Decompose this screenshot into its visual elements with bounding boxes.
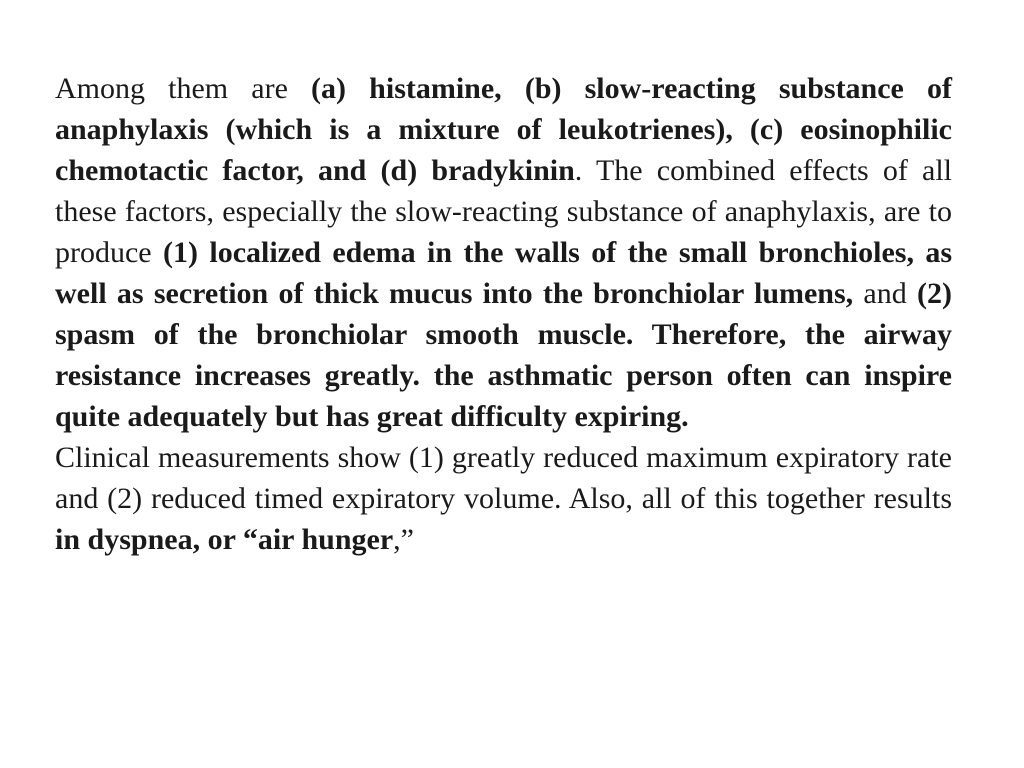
text-segment-bold: (1) localized edema in the walls of the small bronchioles, as well as secretion of thick mucus into the bronchiolar lumens, [55,236,952,310]
text-segment-bold: in dyspnea, or “air hunger [55,523,394,556]
text-segment: and [853,277,918,310]
text-segment-bold: (a) histamine, (b) slow-reacting substance of anaphylaxis (which is a mixture of leukotrienes), (c) eosinophilic chemotactic factor, and (d) bradykinin [55,72,953,187]
text-segment: . The combined effects of all these factors, especially the slow-reacting substance of anaphylaxis, are to produce [55,154,952,269]
paragraph-clinical-measurements [55,437,952,560]
paragraph-asthma-mediators [55,68,952,437]
slide-text-body [55,68,952,560]
text-segment: ,” [393,523,414,556]
text-segment-bold: (2) spasm of the bronchiolar smooth muscle. Therefore, the airway resistance increases greatly. the asthmatic person often can inspire quite adequately but has great difficulty expiring. [55,277,952,433]
text-segment: Among them are [55,72,312,105]
text-segment: Clinical measurements show (1) greatly reduced maximum expiratory rate and (2) reduced timed expiratory volume. Also, all of this together results [55,441,952,515]
